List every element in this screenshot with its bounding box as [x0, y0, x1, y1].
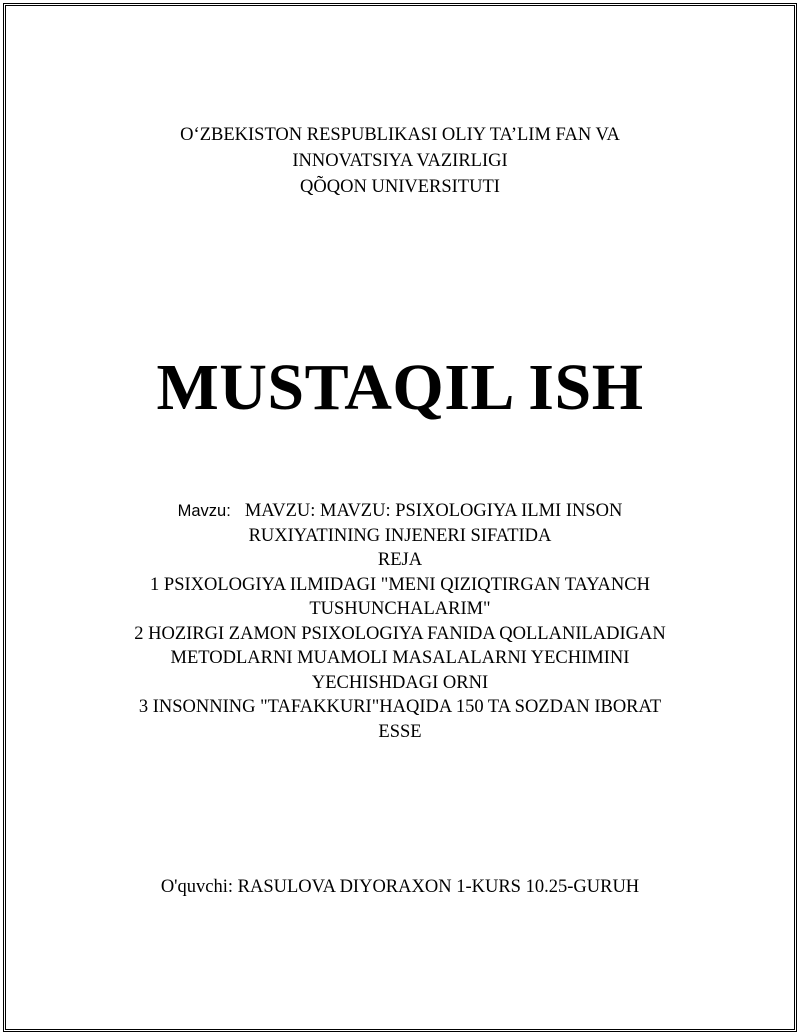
plan-item-2-line-1: 2 HOZIRGI ZAMON PSIXOLOGIYA FANIDA QOLLANILADIGAN: [134, 623, 666, 644]
plan-item-3-line-1: 3 INSONNING "TAFAKKURI"HAQIDA 150 TA SOZDAN IBORAT: [138, 697, 662, 717]
topic-first-line: [0, 499, 800, 524]
plan-item-1-line-1: 1 PSIXOLOGIYA ILMIDAGI "MENI QIZIQTIRGAN TAYANCH: [150, 574, 650, 595]
student-info: O'quvchi: RASULOVA DIYORAXON 1-KURS 10.25-GURUH: [160, 877, 640, 897]
plan-item-3-line-2: ESSE: [378, 721, 422, 742]
topic-line-1: MAVZU: MAVZU: PSIXOLOGIYA ILMI INSON: [244, 501, 623, 521]
ministry-line-1: O‘ZBEKISTON RESPUBLIKASI OLIY TA’LIM FAN VA: [180, 125, 620, 145]
topic-label: Mavzu:: [177, 502, 231, 520]
university-name: QÕQON UNIVERSITUTI: [300, 177, 500, 197]
plan-item-2-line-3: YECHISHDAGI ORNI: [311, 672, 489, 693]
ministry-header: [0, 122, 800, 200]
ministry-line-2: INNOVATSIYA VAZIRLIGI: [292, 151, 508, 171]
plan-item-1-line-2: TUSHUNCHALARIM": [309, 599, 491, 619]
topic-section: [0, 499, 800, 744]
document-title: MUSTAQIL ISH: [156, 351, 644, 424]
plan-heading: REJA: [377, 550, 423, 570]
topic-line-2: RUXIYATINING INJENERI SIFATIDA: [248, 525, 552, 546]
plan-item-2-line-2: METODLARNI MUAMOLI MASALALARNI YECHIMINI: [170, 648, 630, 668]
